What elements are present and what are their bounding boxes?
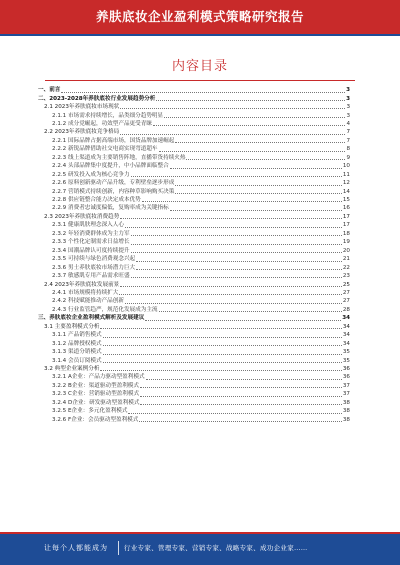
toc-entry-title: 2.2.8 供应链整合能力决定成本优势 (52, 197, 141, 204)
toc-entry-page: 8 (346, 146, 350, 153)
report-footer-bar (0, 532, 400, 565)
toc-entry-title: 2.4 2023年养肤底妆发展前景 (44, 281, 120, 288)
toc-entry-title: 3.2.6 F企业：会员驱动型盈利模式 (52, 416, 139, 423)
toc-entry-title: 2.3.5 可持续与绿色消费观念兴起 (52, 256, 136, 263)
toc-entry-title: 2.2 2023年养肤底妆竞争格局 (44, 129, 120, 136)
toc-entry[interactable] (52, 171, 350, 179)
toc-entry-title: 2.4.2 科技赋能推动产品创新 (52, 298, 124, 305)
toc-entry-page: 18 (342, 230, 350, 237)
toc-entry[interactable] (52, 154, 350, 162)
toc-entry[interactable] (52, 356, 350, 364)
toc-entry[interactable] (38, 314, 350, 322)
toc-entry-title: 3.1 主要盈利模式分析 (44, 323, 100, 330)
toc-entry-title: 2.4.3 行业监管趋严，规范化发展成为主流 (52, 306, 158, 313)
toc-entry[interactable] (44, 128, 350, 136)
toc-entry-page: 25 (342, 281, 350, 288)
toc-leader-dots (128, 412, 341, 414)
toc-entry-title: 2.2.7 营销模式持续创新，内容种草影响购买决策 (52, 188, 175, 195)
toc-entry-title: 2.2.9 消费者忠诚度偏低，复购率成为关键指标 (52, 205, 169, 212)
toc-leader-dots (156, 99, 345, 101)
toc-entry-title: 3.2.2 B企业：渠道驱动型盈利模式 (52, 382, 139, 389)
toc-entry-title: 2.2.5 研发投入成为核心竞争力 (52, 171, 130, 178)
toc-entry-page: 3 (346, 95, 350, 102)
toc-entry-title: 2.2.2 新锐品牌借助社交电商实现弯道超车 (52, 146, 158, 153)
toc-entry-page: 34 (342, 323, 350, 330)
header-accent-stripe (0, 34, 400, 36)
toc-entry[interactable] (52, 340, 350, 348)
toc-entry[interactable] (52, 196, 350, 204)
toc-entry[interactable] (52, 399, 350, 407)
toc-leader-dots (146, 378, 342, 380)
toc-entry-page: 37 (342, 382, 350, 389)
toc-entry-page: 7 (346, 129, 350, 136)
toc-entry-title: 3.2.1 A企业：产品力驱动型盈利模式 (52, 374, 145, 381)
toc-entry-page: 35 (342, 349, 350, 356)
toc-entry[interactable] (52, 331, 350, 339)
toc-entry-page: 38 (342, 416, 350, 423)
toc-entry-page: 38 (342, 408, 350, 415)
toc-leader-dots (159, 150, 346, 152)
toc-leader-dots (139, 420, 342, 422)
toc-entry[interactable] (52, 187, 350, 195)
toc-leader-dots (164, 116, 345, 118)
toc-leader-dots (131, 175, 342, 177)
toc-entry[interactable] (44, 103, 350, 111)
toc-entry-title: 2.3.7 敏感肌专用产品需求旺盛 (52, 273, 130, 280)
toc-entry-title: 2.2.1 国际品牌占据高端市场，国货品牌加速崛起 (52, 137, 175, 144)
toc-entry-title: 3.2.5 E企业：多元化盈利模式 (52, 408, 128, 415)
toc-entry-title: 2.3 2023年养肤底妆消费趋势 (44, 213, 120, 220)
footer-divider (118, 541, 119, 555)
toc-entry-page: 34 (342, 315, 350, 322)
toc-entry-title: 2.3.3 个性化定制需求日益增长 (52, 239, 130, 246)
toc-leader-dots (103, 353, 342, 355)
toc-leader-dots (103, 344, 342, 346)
toc-entry-page: 34 (342, 340, 350, 347)
toc-entry-page: 37 (342, 391, 350, 398)
toc-leader-dots (145, 319, 341, 321)
toc-leader-dots (175, 184, 342, 186)
toc-entry-page: 36 (342, 374, 350, 381)
toc-entry[interactable] (44, 280, 350, 288)
toc-entry[interactable] (52, 289, 350, 297)
toc-entry[interactable] (52, 221, 350, 229)
toc-entry-page: 12 (342, 180, 350, 187)
toc-entry[interactable] (52, 272, 350, 280)
toc-leader-dots (153, 124, 346, 126)
toc-entry[interactable] (52, 306, 350, 314)
toc-entry-title: 2.3.2 年轻消费群体成为主力军 (52, 230, 130, 237)
toc-entry[interactable] (52, 373, 350, 381)
toc-entry-page: 14 (342, 188, 350, 195)
toc-entry-title: 3.1.1 产品销售模式 (52, 332, 102, 339)
toc-entry[interactable] (38, 86, 350, 94)
toc-entry-title: 2.2.6 原料创新驱动产品升级，专利壁垒逐步形成 (52, 180, 175, 187)
toc-entry[interactable] (52, 382, 350, 390)
toc-entry[interactable] (52, 255, 350, 263)
toc-entry-page: 17 (342, 222, 350, 229)
report-title: 养肤底妆企业盈利模式策略研究报告 (95, 9, 304, 24)
toc-entry-page: 36 (342, 366, 350, 373)
toc-leader-dots (131, 276, 342, 278)
toc-leader-dots (119, 293, 342, 295)
toc-leader-dots (131, 251, 342, 253)
toc-entry-page: 7 (346, 137, 350, 144)
toc-entry-page: 16 (342, 205, 350, 212)
toc-entry[interactable] (52, 204, 350, 212)
toc-entry-page: 34 (342, 332, 350, 339)
toc-entry-page: 27 (342, 289, 350, 296)
toc-entry[interactable] (52, 247, 350, 255)
toc-leader-dots (175, 192, 342, 194)
toc-entry-page: 15 (342, 197, 350, 204)
toc-entry-page: 22 (342, 264, 350, 271)
footer-slogan-left: 让每个人都能成为 (44, 544, 108, 552)
toc-entry-page: 17 (342, 213, 350, 220)
toc-leader-dots (103, 336, 342, 338)
toc-entry[interactable] (52, 162, 350, 170)
toc-entry[interactable] (52, 263, 350, 271)
toc-leader-dots (120, 217, 342, 219)
toc-entry-title: 3.2 典型企业案例分析 (44, 366, 100, 373)
toc-leader-dots (136, 268, 342, 270)
toc-entry[interactable] (44, 323, 350, 331)
toc-entry[interactable] (52, 230, 350, 238)
toc-entry[interactable] (52, 238, 350, 246)
toc-entry-title: 3.2.4 D企业：研发驱动型盈利模式 (52, 399, 140, 406)
toc-entry-page: 20 (342, 247, 350, 254)
toc-leader-dots (120, 107, 345, 109)
toc-leader-dots (120, 133, 345, 135)
toc-entry-page: 23 (342, 273, 350, 280)
toc-leader-dots (125, 302, 342, 304)
toc-entry-page: 11 (342, 171, 350, 178)
toc-entry-title: 2.3.4 国潮品牌认可度持续提升 (52, 247, 130, 254)
toc-leader-dots (125, 226, 342, 228)
toc-entry-title: 3.1.3 渠道分销模式 (52, 349, 102, 356)
toc-entry-page: 4 (346, 120, 350, 127)
toc-entry-page: 38 (342, 399, 350, 406)
toc-entry-page: 27 (342, 298, 350, 305)
toc-leader-dots (120, 285, 342, 287)
toc-entry[interactable] (52, 179, 350, 187)
toc-title-divider (45, 80, 355, 81)
toc-leader-dots (100, 327, 341, 329)
toc-entry-page: 10 (342, 163, 350, 170)
toc-entry-title: 2.3.6 男士养肤底妆市场潜力巨大 (52, 264, 136, 271)
toc-leader-dots (175, 141, 345, 143)
toc-leader-dots (140, 395, 342, 397)
toc-entry-title: 2.1 2023年养肤底妆市场现状 (44, 104, 120, 111)
toc-leader-dots (136, 260, 342, 262)
toc-entry-title: 2.1.1 市场需求持续增长，品类细分趋势明显 (52, 112, 164, 119)
toc-entry[interactable] (52, 111, 350, 119)
toc-leader-dots (170, 167, 342, 169)
toc-entry-page: 3 (346, 87, 350, 94)
toc-leader-dots (142, 200, 342, 202)
report-header-bar (0, 0, 400, 36)
toc-entry-title: 三、养肤底妆企业盈利模式解析及发展建议 (38, 315, 145, 322)
toc-entry-title: 3.2.3 C企业：营销驱动型盈利模式 (52, 391, 140, 398)
toc-entry-page: 21 (342, 256, 350, 263)
toc-entry-title: 3.1.2 品牌授权模式 (52, 340, 102, 347)
toc-entry-title: 2.2.4 头部品牌集中度提升，中小品牌面临整合 (52, 163, 169, 170)
toc-leader-dots (170, 209, 342, 211)
toc-entry[interactable] (52, 120, 350, 128)
toc-entry-page: 19 (342, 239, 350, 246)
toc-entry-page: 3 (346, 104, 350, 111)
toc-entry-title: 2.4.1 市场规模将持续扩大 (52, 289, 119, 296)
toc-leader-dots (103, 361, 342, 363)
toc-entry[interactable] (52, 416, 350, 424)
toc-entry[interactable] (52, 137, 350, 145)
toc-leader-dots (159, 310, 342, 312)
toc-entry[interactable] (52, 390, 350, 398)
toc-leader-dots (186, 158, 345, 160)
toc-entry-title: 2.2.3 线上渠道成为主要销售阵地，直播带货持续火热 (52, 154, 186, 161)
toc-entry-title: 一、前言 (38, 87, 61, 94)
toc-leader-dots (131, 243, 342, 245)
toc-entry-page: 3 (346, 112, 350, 119)
footer-slogan-right: 行业专家、管理专家、营销专家、战略专家、成功企业家…… (124, 544, 308, 552)
toc-leader-dots (140, 386, 342, 388)
toc-entry[interactable] (52, 145, 350, 153)
footer-accent-stripe (0, 532, 400, 534)
toc-leader-dots (61, 91, 345, 93)
toc-entry[interactable] (52, 407, 350, 415)
toc-entry-page: 35 (342, 357, 350, 364)
toc-entry-title: 二、2023-2028年养肤底妆行业发展趋势分析 (38, 95, 156, 102)
toc-leader-dots (100, 369, 341, 371)
toc-entry-title: 3.1.4 会员订阅模式 (52, 357, 102, 364)
toc-leader-dots (140, 403, 341, 405)
toc-entry[interactable] (44, 365, 350, 373)
toc-entry[interactable] (52, 297, 350, 305)
toc-title: 内容目录 (171, 59, 228, 74)
toc-entry-page: 9 (346, 154, 350, 161)
toc-entry-title: 2.3.1 健康肌肤理念深入人心 (52, 222, 124, 229)
toc-entry-title: 2.1.2 成分党崛起，功效型产品更受青睐 (52, 120, 152, 127)
toc-entry[interactable] (52, 348, 350, 356)
toc-entry[interactable] (44, 213, 350, 221)
toc-entry[interactable] (38, 94, 350, 102)
toc-leader-dots (131, 234, 342, 236)
toc-entry-page: 28 (342, 306, 350, 313)
